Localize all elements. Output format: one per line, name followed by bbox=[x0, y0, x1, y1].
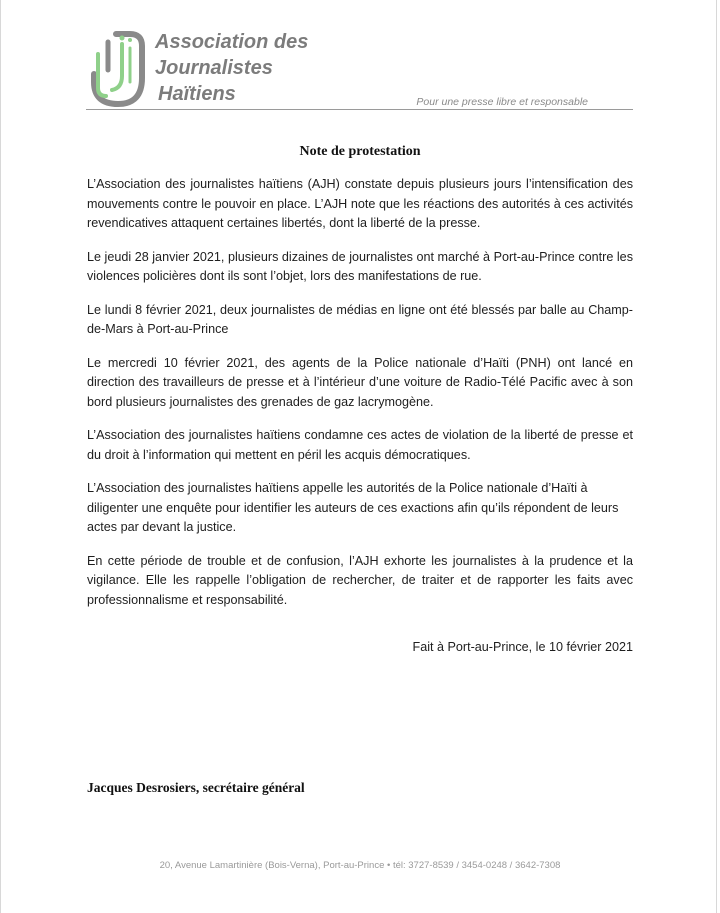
tagline: Pour une presse libre et responsable bbox=[416, 96, 588, 108]
page-edge-right bbox=[716, 0, 717, 913]
organization-name bbox=[155, 29, 308, 107]
signature: Jacques Desrosiers, secrétaire général bbox=[87, 780, 305, 795]
footer-address: 20, Avenue Lamartinière (Bois-Verna), Port-au-Prince • tél: 3727-8539 / 3454-0248 / 3642-7308 bbox=[159, 860, 561, 871]
date-line: Fait à Port-au-Prince, le 10 février 2021 bbox=[412, 640, 633, 654]
document-body bbox=[87, 175, 633, 624]
paragraph-7: En cette période de trouble et de confusion, l’AJH exhorte les journalistes à la prudence et la vigilance. Elle les rappelle l’obligation de rechercher, de traiter et de rapporter les faits avec professionnalisme et responsabilité. bbox=[87, 553, 633, 607]
paragraph-1: L’Association des journalistes haïtiens (AJH) constate depuis plusieurs jours l’intensification des mouvements contre le pouvoir en place. L’AJH note que les réactions des autorités à ces activités revendicatives attaquent certaines libertés, dont la liberté de la presse. bbox=[87, 177, 633, 230]
paragraph-3: Le lundi 8 février 2021, deux journalistes de médias en ligne ont été blessés par balle au Champ-de-Mars à Port-au-Prince bbox=[87, 302, 633, 336]
ajh-logo-icon bbox=[86, 30, 148, 108]
org-name-line-1: Association des bbox=[155, 31, 309, 53]
org-name-line-3: Haïtiens bbox=[158, 83, 236, 105]
page-edge-left bbox=[0, 0, 1, 913]
header-divider bbox=[86, 109, 633, 110]
paragraph-6: L’Association des journalistes haïtiens appelle les autorités de la Police nationale d’Haïti à diligenter une enquête pour identifier les auteurs de ces exactions afin qu’ils répondent de leurs actes par devant la justice. bbox=[87, 481, 619, 534]
org-name-line-2: Journalistes bbox=[155, 57, 273, 79]
document-title: Note de protestation bbox=[299, 144, 421, 159]
paragraph-4: Le mercredi 10 février 2021, des agents de la Police nationale d’Haïti (PNH) ont lancé en direction des travailleurs de presse et à l’intérieur d’une voiture de Radio-Télé Pacific avec à son bord plusieurs journalistes des grenades de gaz lacrymogène. bbox=[87, 355, 633, 409]
paragraph-5: L’Association des journalistes haïtiens condamne ces actes de violation de la liberté de presse et du droit à l’information qui mettent en péril les acquis démocratiques. bbox=[87, 428, 633, 462]
paragraph-2: Le jeudi 28 janvier 2021, plusieurs dizaines de journalistes ont marché à Port-au-Prince contre les violences policières dont ils sont l’objet, lors des manifestations de rue. bbox=[87, 249, 633, 283]
